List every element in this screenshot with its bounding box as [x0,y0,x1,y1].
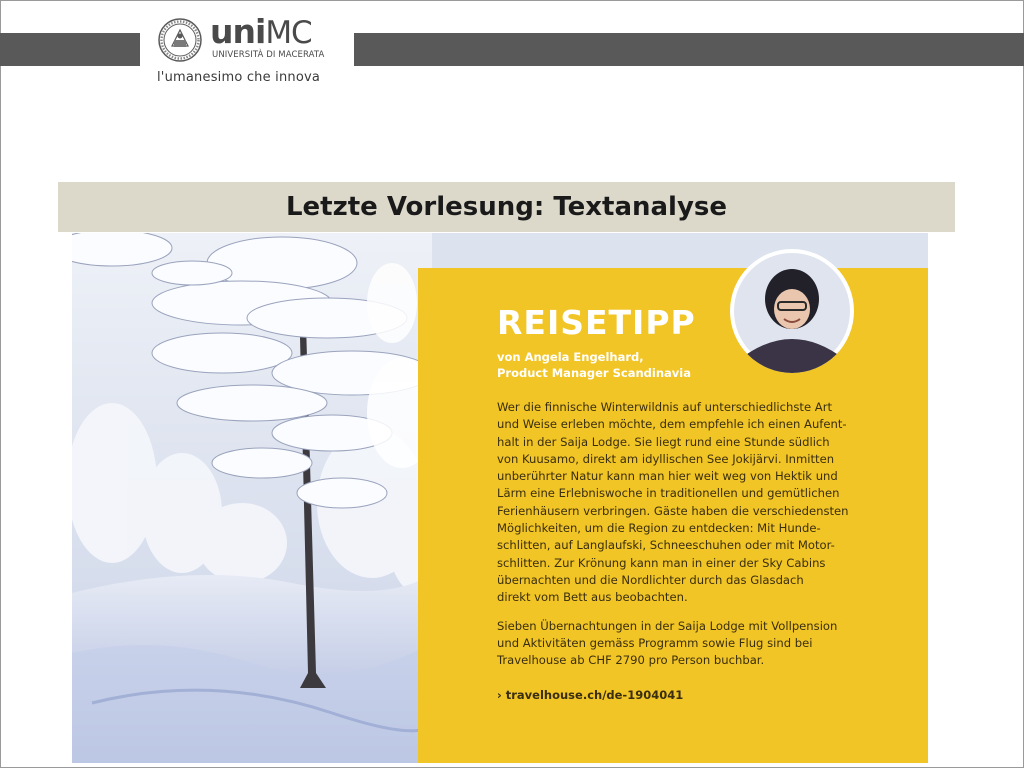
logo-wordmark-light: MC [265,15,312,51]
body-line: Ferienhäusern verbringen. Gäste haben die verschiedensten [497,503,849,518]
byline-line: Product Manager Scandinavia [497,366,691,380]
header-bar-left [0,33,140,66]
reisetipp-heading: REISETIPP [497,303,696,342]
magazine-image [72,233,928,763]
body-line: übernachten und die Nordlichter durch das Glasdach [497,572,804,587]
body-line: schlitten. Zur Krönung kann man in einer der Sky Cabins [497,555,826,570]
slide-title: Letzte Vorlesung: Textanalyse [285,192,728,222]
byline-line: von Angela Engelhard, [497,350,644,364]
university-tagline: l'umanesimo che innova [157,70,321,85]
body-line: Sieben Übernachtungen in der Saija Lodge mit Vollpension [497,618,838,633]
university-logo [152,12,348,68]
body-line: von Kuusamo, direkt am idyllischen See Jokijärvi. Inmitten [497,451,835,466]
logo-wordmark [210,14,312,51]
travelhouse-link[interactable]: › travelhouse.ch/de-1904041 [497,688,684,702]
slide-title-bar [58,182,955,232]
header-bar-right [354,33,1024,66]
university-seal-icon [158,18,202,62]
body-line: halt in der Saija Lodge. Sie liegt rund eine Stunde südlich [497,434,830,449]
body-line: und Aktivitäten gemäss Programm sowie Flug sind bei [497,635,813,650]
body-line: Lärm eine Erlebniswoche in traditionellen und gemütlichen [497,486,840,501]
body-line: Travelhouse ab CHF 2790 pro Person buchbar. [497,653,765,668]
article-body [497,399,877,669]
body-line: und Weise erleben möchte, dem empfehle ich einen Aufent- [497,417,847,432]
logo-university-name: UNIVERSITÀ DI MACERATA [212,50,325,60]
body-line: Wer die finnische Winterwildnis auf unterschiedlichste Art [497,400,833,414]
logo-wordmark-bold: uni [210,12,266,51]
body-line: Möglichkeiten, um die Region zu entdecken: Mit Hunde- [497,521,821,536]
body-line: direkt vom Bett aus beobachten. [497,590,688,605]
body-line: schlitten, auf Langlaufski, Schneeschuhen oder mit Motor- [497,538,835,553]
body-line: unberührter Natur kann man hier weit weg von Hektik und [497,469,838,484]
author-byline [497,349,827,381]
